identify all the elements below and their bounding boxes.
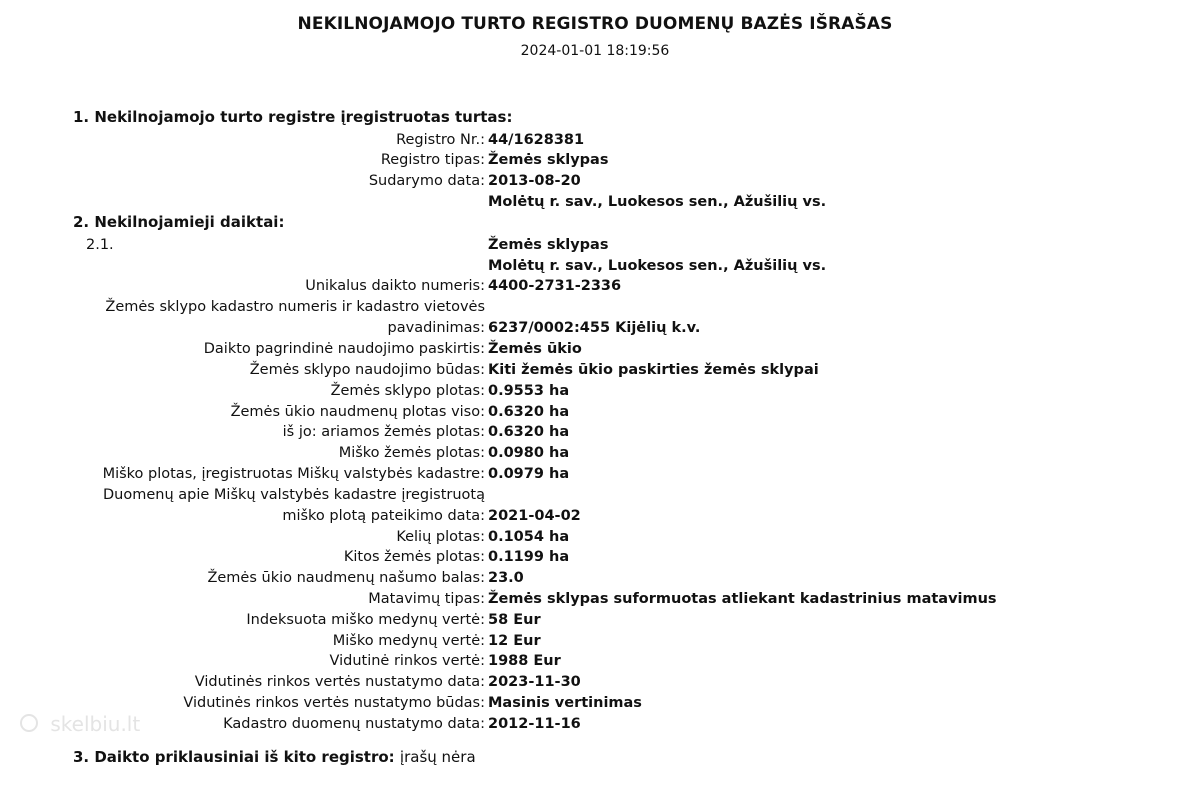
field-label: Kadastro duomenų nustatymo data: xyxy=(223,716,485,732)
list-item xyxy=(0,589,1200,610)
field-label: Vidutinės rinkos vertės nustatymo būdas: xyxy=(183,695,485,711)
list-item xyxy=(0,610,1200,631)
field-label: Registro tipas: xyxy=(380,152,485,168)
watermark xyxy=(20,712,140,736)
field-value: 44/1628381 xyxy=(488,132,585,148)
list-item xyxy=(0,192,1200,213)
field-value: 2021-04-02 xyxy=(488,508,581,524)
list-item xyxy=(0,130,1200,151)
field-value: 23.0 xyxy=(488,570,524,586)
list-item xyxy=(0,651,1200,672)
field-label: Daikto pagrindinė naudojimo paskirtis: xyxy=(203,341,485,357)
list-item xyxy=(0,714,1200,735)
field-label: Kitos žemės plotas: xyxy=(343,549,485,565)
field-value: 2023-11-30 xyxy=(488,674,581,690)
item-number: 2.1. xyxy=(86,237,114,253)
field-value: 1988 Eur xyxy=(488,653,561,669)
field-label: Žemės sklypo plotas: xyxy=(330,383,485,399)
list-item xyxy=(0,235,1200,256)
field-value: 2012-11-16 xyxy=(488,716,581,732)
field-label: miško plotą pateikimo data: xyxy=(282,508,485,524)
field-label: Miško plotas, įregistruotas Miškų valstybės kadastre: xyxy=(102,466,485,482)
list-item xyxy=(0,672,1200,693)
list-item xyxy=(0,339,1200,360)
section-2-heading: 2. Nekilnojamieji daiktai: xyxy=(73,213,285,231)
field-label: Indeksuota miško medynų vertė: xyxy=(246,612,485,628)
list-item xyxy=(0,381,1200,402)
field-label: Sudarymo data: xyxy=(368,173,485,189)
list-item xyxy=(0,443,1200,464)
field-label: pavadinimas: xyxy=(387,320,485,336)
document-title: NEKILNOJAMOJO TURTO REGISTRO DUOMENŲ BAZĖS IŠRAŠAS xyxy=(297,14,893,34)
field-value: 0.1199 ha xyxy=(488,549,570,565)
field-value: 0.6320 ha xyxy=(488,424,570,440)
list-item xyxy=(0,297,1200,318)
field-value: Žemės sklypas suformuotas atliekant kadastrinius matavimus xyxy=(488,591,997,607)
field-value: 0.6320 ha xyxy=(488,404,570,420)
watermark-logo-icon xyxy=(20,714,38,732)
list-item xyxy=(0,360,1200,381)
list-item xyxy=(0,150,1200,171)
field-label: Žemės sklypo kadastro numeris ir kadastro vietovės xyxy=(105,299,485,315)
list-item xyxy=(0,527,1200,548)
watermark-text: skelbiu.lt xyxy=(50,712,141,736)
field-value: Žemės sklypas xyxy=(488,237,609,253)
field-value: Masinis vertinimas xyxy=(488,695,642,711)
field-label: Žemės ūkio naudmenų plotas viso: xyxy=(230,404,485,420)
list-item xyxy=(0,276,1200,297)
field-label: Miško medynų vertė: xyxy=(332,633,485,649)
list-item xyxy=(0,506,1200,527)
list-item xyxy=(0,318,1200,339)
field-value: 12 Eur xyxy=(488,633,541,649)
field-value: 0.0980 ha xyxy=(488,445,570,461)
field-value: Žemės ūkio xyxy=(488,341,582,357)
field-value: 0.9553 ha xyxy=(488,383,570,399)
list-item xyxy=(0,485,1200,506)
list-item xyxy=(0,402,1200,423)
field-value: Žemės sklypas xyxy=(488,152,609,168)
list-item xyxy=(0,256,1200,277)
list-item xyxy=(0,171,1200,192)
field-label: Registro Nr.: xyxy=(396,132,485,148)
field-label: Duomenų apie Miškų valstybės kadastre įregistruotą xyxy=(103,487,485,503)
field-label: Žemės ūkio naudmenų našumo balas: xyxy=(207,570,485,586)
field-label: Vidutinės rinkos vertės nustatymo data: xyxy=(194,674,485,690)
section-3-label: 3. Daikto priklausiniai iš kito registro: xyxy=(73,748,395,766)
list-item xyxy=(0,631,1200,652)
field-value: 58 Eur xyxy=(488,612,541,628)
field-value: Kiti žemės ūkio paskirties žemės sklypai xyxy=(488,362,819,378)
field-label: Žemės sklypo naudojimo būdas: xyxy=(249,362,485,378)
field-value: 6237/0002:455 Kijėlių k.v. xyxy=(488,320,701,336)
section-1-heading: 1. Nekilnojamojo turto registre įregistruotas turtas: xyxy=(73,108,513,126)
field-label: Matavimų tipas: xyxy=(368,591,485,607)
list-item xyxy=(0,422,1200,443)
field-value: Molėtų r. sav., Luokesos sen., Ažušilių vs. xyxy=(488,258,827,274)
section-3-heading xyxy=(73,748,476,766)
field-value: 0.1054 ha xyxy=(488,529,570,545)
field-label: Vidutinė rinkos vertė: xyxy=(329,653,485,669)
document-datetime: 2024-01-01 18:19:56 xyxy=(520,43,670,59)
field-value: 4400-2731-2336 xyxy=(488,278,622,294)
section-3-value: įrašų nėra xyxy=(399,748,476,766)
list-item xyxy=(0,568,1200,589)
field-label: iš jo: ariamos žemės plotas: xyxy=(282,424,485,440)
list-item xyxy=(0,547,1200,568)
field-value: 2013-08-20 xyxy=(488,173,581,189)
field-value: Molėtų r. sav., Luokesos sen., Ažušilių vs. xyxy=(488,194,827,210)
list-item xyxy=(0,464,1200,485)
field-label: Unikalus daikto numeris: xyxy=(305,278,485,294)
list-item xyxy=(0,693,1200,714)
field-label: Kelių plotas: xyxy=(396,529,485,545)
field-label: Miško žemės plotas: xyxy=(338,445,485,461)
field-value: 0.0979 ha xyxy=(488,466,570,482)
